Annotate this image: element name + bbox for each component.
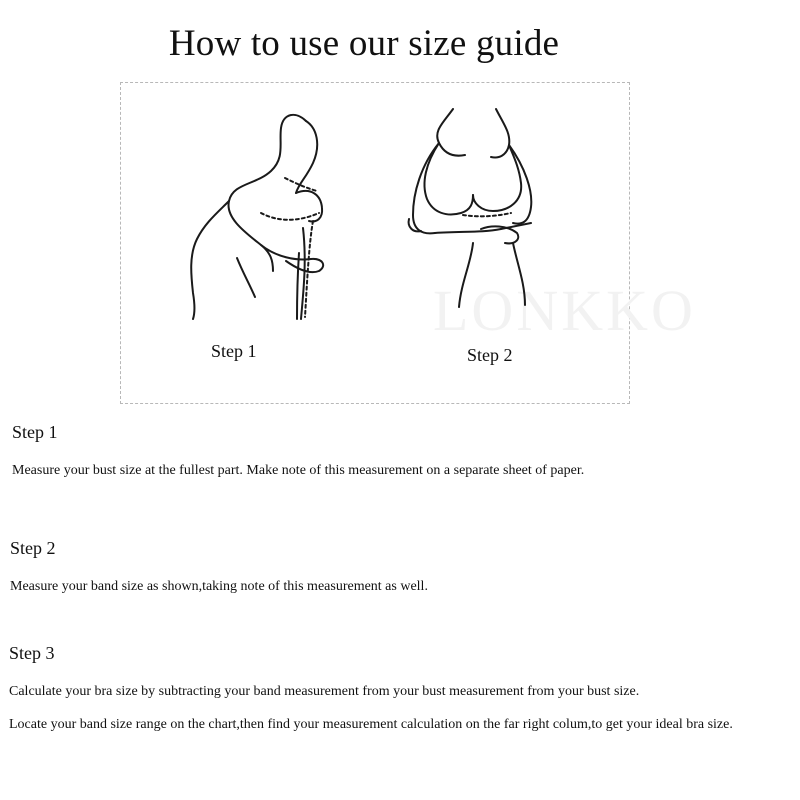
step1-instruction: Measure your bust size at the fullest part. Make note of this measurement on a separate sheet of paper. xyxy=(12,463,585,478)
step3-instruction-line2: Locate your band size range on the chart,then find your measurement calculation on the far right colum,to get your ideal bra size. xyxy=(9,717,733,732)
step1-heading: Step 1 xyxy=(12,422,58,442)
step2-instruction: Measure your band size as shown,taking note of this measurement as well. xyxy=(10,579,428,594)
step2-caption: Step 2 xyxy=(467,345,513,365)
step3-heading: Step 3 xyxy=(9,643,55,663)
step3-instruction-line1: Calculate your bra size by subtracting your band measurement from your bust measurement from your bust size. xyxy=(9,684,640,699)
measurement-illustration xyxy=(120,82,696,404)
step2-heading: Step 2 xyxy=(10,538,56,558)
brand-watermark: LONKKO xyxy=(433,278,696,343)
figure-step2-front-view xyxy=(409,109,532,307)
page-title: How to use our size guide xyxy=(168,23,560,64)
step1-caption: Step 1 xyxy=(211,341,257,361)
measuring-figures-drawing xyxy=(121,83,631,405)
figure-step1-side-view xyxy=(191,115,323,319)
